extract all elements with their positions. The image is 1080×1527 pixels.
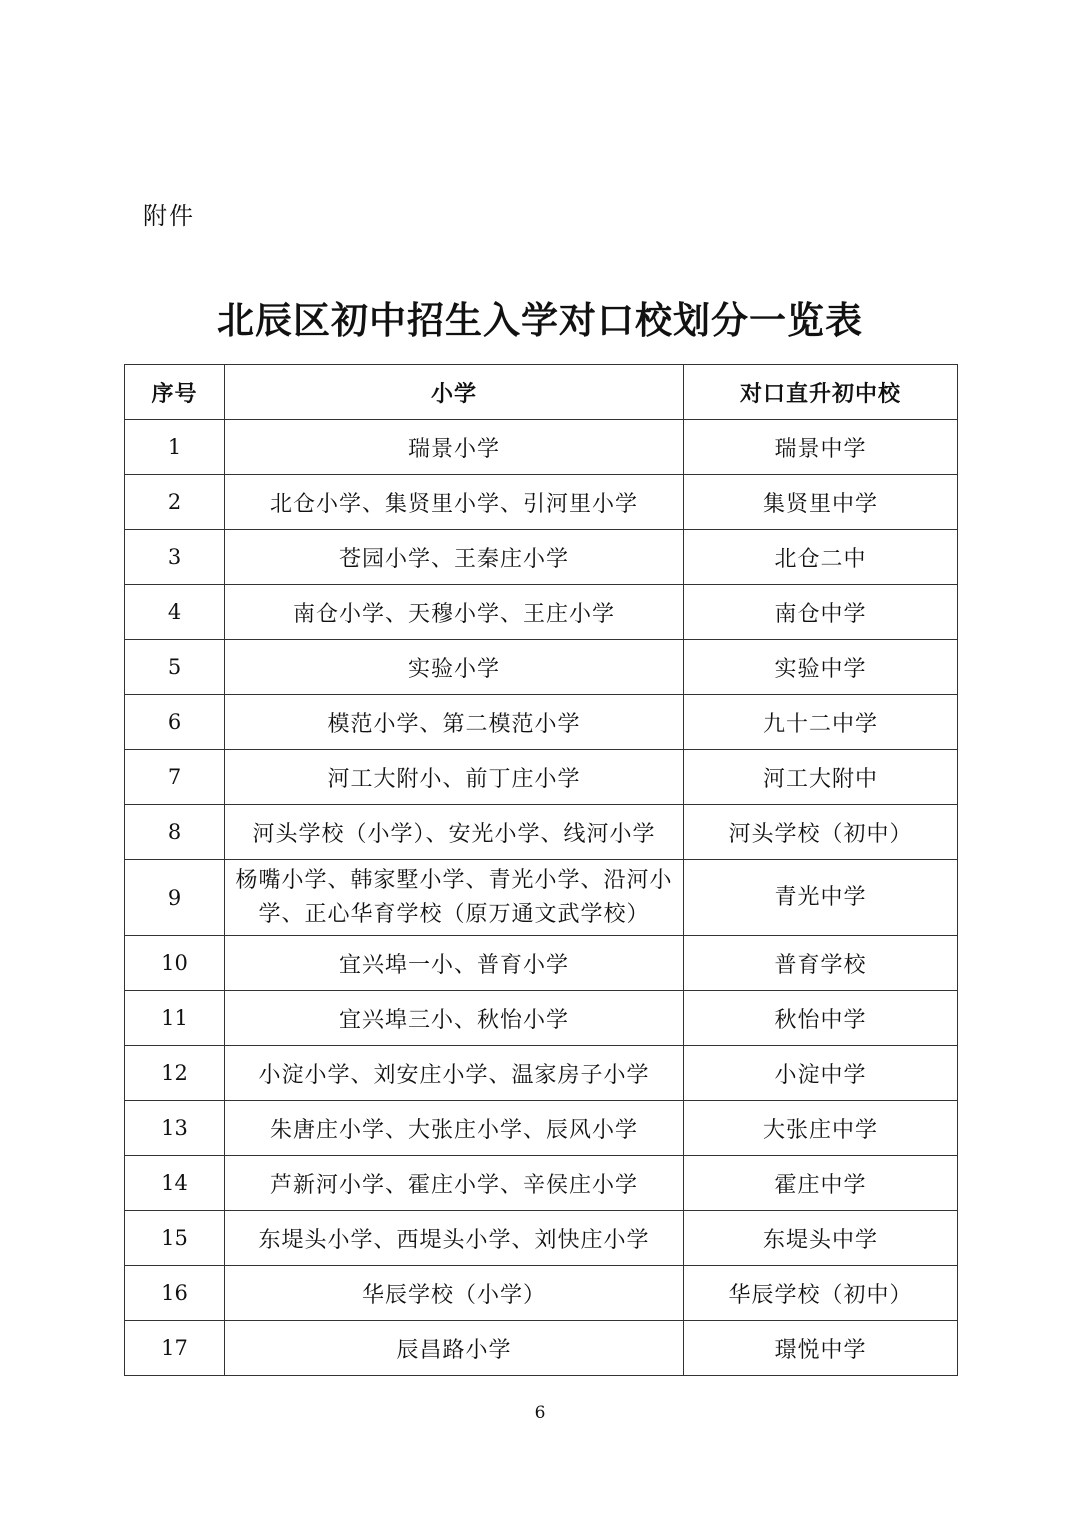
row-number: 8 xyxy=(125,805,225,860)
primary-schools: 河头学校（小学）、安光小学、线河小学 xyxy=(225,805,684,860)
table-row xyxy=(125,640,958,695)
middle-school: 霍庄中学 xyxy=(684,1156,958,1211)
table-row xyxy=(125,1101,958,1156)
primary-schools: 东堤头小学、西堤头小学、刘快庄小学 xyxy=(225,1211,684,1266)
table-row xyxy=(125,1046,958,1101)
row-number: 7 xyxy=(125,750,225,805)
primary-schools: 实验小学 xyxy=(225,640,684,695)
table-row xyxy=(125,750,958,805)
row-number: 5 xyxy=(125,640,225,695)
row-number: 17 xyxy=(125,1321,225,1376)
column-header-number: 序号 xyxy=(125,365,225,420)
primary-schools: 河工大附小、前丁庄小学 xyxy=(225,750,684,805)
middle-school: 普育学校 xyxy=(684,936,958,991)
primary-schools: 朱唐庄小学、大张庄小学、辰风小学 xyxy=(225,1101,684,1156)
table-row xyxy=(125,695,958,750)
table-row xyxy=(125,530,958,585)
middle-school: 小淀中学 xyxy=(684,1046,958,1101)
middle-school: 大张庄中学 xyxy=(684,1101,958,1156)
row-number: 11 xyxy=(125,991,225,1046)
row-number: 9 xyxy=(125,860,225,936)
middle-school: 九十二中学 xyxy=(684,695,958,750)
row-number: 3 xyxy=(125,530,225,585)
table-row xyxy=(125,936,958,991)
table-row xyxy=(125,860,958,936)
table-row xyxy=(125,1211,958,1266)
column-header-middle-school: 对口直升初中校 xyxy=(684,365,958,420)
primary-schools: 辰昌路小学 xyxy=(225,1321,684,1376)
table-row xyxy=(125,1321,958,1376)
row-number: 16 xyxy=(125,1266,225,1321)
row-number: 12 xyxy=(125,1046,225,1101)
table-row xyxy=(125,1156,958,1211)
row-number: 14 xyxy=(125,1156,225,1211)
table-row xyxy=(125,475,958,530)
row-number: 1 xyxy=(125,420,225,475)
page-number: 6 xyxy=(534,1403,546,1423)
middle-school: 璟悦中学 xyxy=(684,1321,958,1376)
middle-school: 实验中学 xyxy=(684,640,958,695)
table-row xyxy=(125,585,958,640)
primary-schools: 苍园小学、王秦庄小学 xyxy=(225,530,684,585)
attachment-label: 附件 xyxy=(143,202,195,230)
primary-schools: 北仓小学、集贤里小学、引河里小学 xyxy=(225,475,684,530)
middle-school: 北仓二中 xyxy=(684,530,958,585)
table-row xyxy=(125,991,958,1046)
middle-school: 东堤头中学 xyxy=(684,1211,958,1266)
middle-school: 瑞景中学 xyxy=(684,420,958,475)
school-assignment-table xyxy=(124,364,958,1376)
middle-school: 河工大附中 xyxy=(684,750,958,805)
column-header-primary-school: 小学 xyxy=(225,365,684,420)
primary-schools: 华辰学校（小学） xyxy=(225,1266,684,1321)
table-row xyxy=(125,420,958,475)
table-row xyxy=(125,1266,958,1321)
primary-schools: 模范小学、第二模范小学 xyxy=(225,695,684,750)
primary-schools: 宜兴埠一小、普育小学 xyxy=(225,936,684,991)
middle-school: 青光中学 xyxy=(684,860,958,936)
middle-school: 集贤里中学 xyxy=(684,475,958,530)
row-number: 15 xyxy=(125,1211,225,1266)
row-number: 10 xyxy=(125,936,225,991)
primary-schools: 瑞景小学 xyxy=(225,420,684,475)
table-row xyxy=(125,805,958,860)
row-number: 13 xyxy=(125,1101,225,1156)
row-number: 4 xyxy=(125,585,225,640)
primary-schools: 南仓小学、天穆小学、王庄小学 xyxy=(225,585,684,640)
primary-schools: 杨嘴小学、韩家墅小学、青光小学、沿河小学、正心华育学校（原万通文武学校） xyxy=(225,860,684,936)
document-title: 北辰区初中招生入学对口校划分一览表 xyxy=(217,299,863,342)
primary-schools: 小淀小学、刘安庄小学、温家房子小学 xyxy=(225,1046,684,1101)
primary-schools: 芦新河小学、霍庄小学、辛侯庄小学 xyxy=(225,1156,684,1211)
middle-school: 秋怡中学 xyxy=(684,991,958,1046)
middle-school: 华辰学校（初中） xyxy=(684,1266,958,1321)
primary-schools: 宜兴埠三小、秋怡小学 xyxy=(225,991,684,1046)
middle-school: 河头学校（初中） xyxy=(684,805,958,860)
table-header-row xyxy=(125,365,958,420)
row-number: 6 xyxy=(125,695,225,750)
row-number: 2 xyxy=(125,475,225,530)
middle-school: 南仓中学 xyxy=(684,585,958,640)
